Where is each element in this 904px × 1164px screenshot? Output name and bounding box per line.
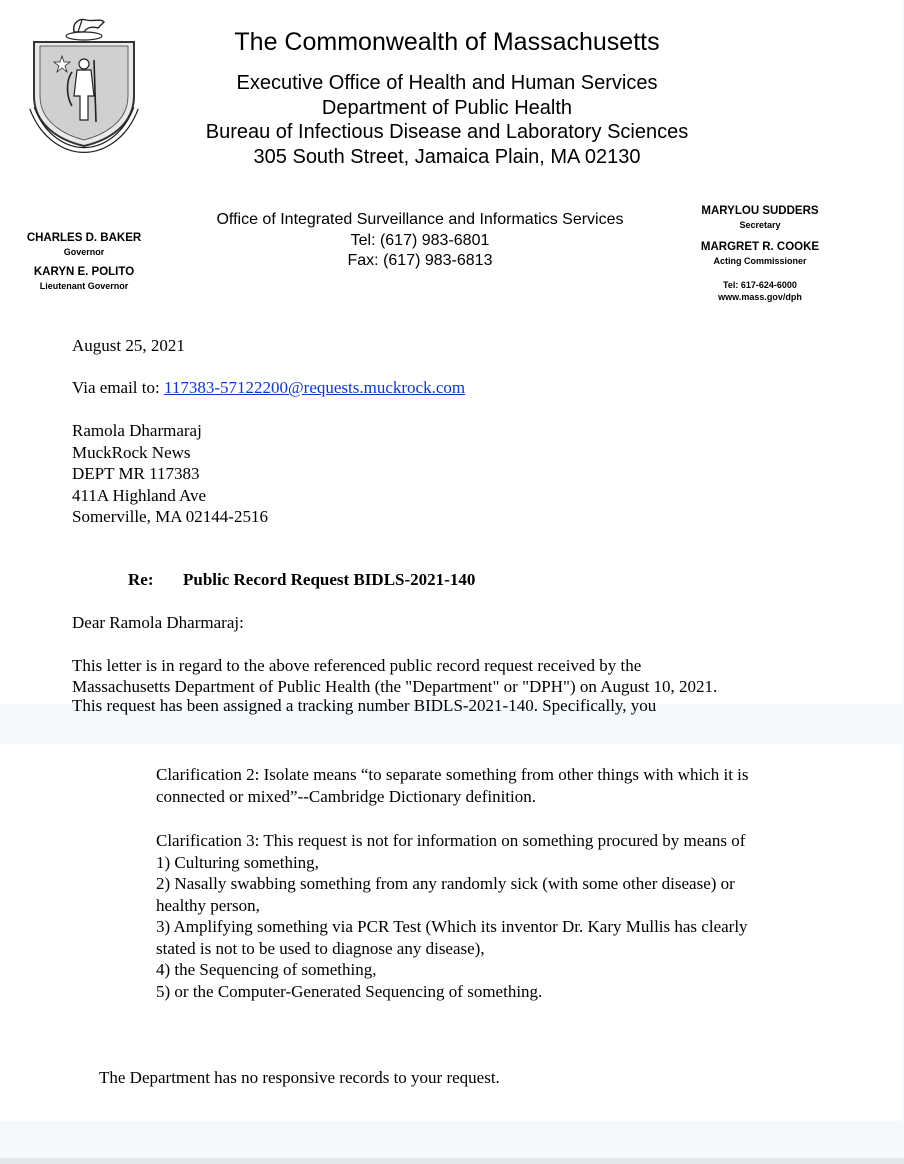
governor-name: CHARLES D. BAKER: [26, 232, 142, 244]
clarification-3-line: 3) Amplifying something via PCR Test (Which its inventor Dr. Kary Mullis has clearly: [156, 917, 748, 936]
recipient-email-link[interactable]: 117383-57122200@requests.muckrock.com: [163, 378, 466, 397]
dph-tel: Tel: 617-624-6000: [723, 280, 797, 290]
secretary-name: MARYLOU SUDDERS: [701, 205, 819, 217]
clarification-3-line: healthy person,: [156, 895, 260, 915]
clarification-3-line: 2) Nasally swabbing something from any randomly sick (with some other disease) or: [156, 874, 735, 893]
via-email-line: [72, 377, 465, 399]
clarification-2-line: connected or mixed”--Cambridge Dictionary definition.: [156, 786, 537, 806]
paragraph-line: Massachusetts Department of Public Health (the "Department" or "DPH") on August 10, 2021.: [72, 677, 718, 696]
commissioner-title: Acting Commissioner: [713, 256, 807, 266]
letter-page-2: [0, 744, 902, 1121]
salutation: Dear Ramola Dharmaraj:: [72, 613, 244, 632]
clarification-2-line: Clarification 2: Isolate means “to separate something from other things with which it is: [156, 765, 749, 784]
letter-date: August 25, 2021: [72, 336, 185, 355]
address-line: DEPT MR 117383: [72, 464, 200, 483]
address-line: Somerville, MA 02144-2516: [72, 507, 268, 526]
agency-line: Department of Public Health: [321, 97, 573, 119]
commissioner-name: MARGRET R. COOKE: [700, 241, 820, 253]
re-label: Re:: [128, 570, 154, 589]
commonwealth-title: The Commonwealth of Massachusetts: [234, 28, 660, 56]
dph-website: www.mass.gov/dph: [718, 292, 802, 302]
clarification-3-line: 1) Culturing something,: [156, 852, 319, 872]
re-tracking-number: BIDLS-2021-140: [349, 570, 476, 589]
address-line: 411A Highland Ave: [72, 485, 207, 505]
via-email-label: Via email to:: [72, 378, 164, 397]
lieutenant-governor-title: Lieutenant Governor: [39, 281, 129, 291]
office-tel: Tel: (617) 983-6801: [350, 232, 490, 249]
clarification-3-line: Clarification 3: This request is not for information on something procured by means of: [156, 831, 746, 850]
agency-line: Executive Office of Health and Human Services: [236, 72, 658, 94]
clarification-3-line: stated is not to be used to diagnose any disease),: [156, 938, 485, 958]
paragraph-line: This letter is in regard to the above referenced public record request received by the: [72, 656, 642, 675]
office-fax: Fax: (617) 983-6813: [347, 252, 493, 269]
secretary-title: Secretary: [739, 220, 781, 230]
massachusetts-seal-icon: [24, 16, 144, 152]
agency-line: Bureau of Infectious Disease and Laboratory Sciences: [205, 121, 689, 143]
office-name: Office of Integrated Surveillance and Informatics Services: [216, 211, 624, 228]
viewer-bottom-edge: [0, 1158, 904, 1164]
paragraph-line-cutoff: This request has been assigned a tracking number BIDLS-2021-140. Specifically, you: [72, 696, 657, 715]
clarification-3-line: 4) the Sequencing of something,: [156, 960, 377, 979]
clarification-3-line: 5) or the Computer-Generated Sequencing of something.: [156, 981, 543, 1001]
lieutenant-governor-name: KARYN E. POLITO: [33, 266, 135, 278]
agency-address: 305 South Street, Jamaica Plain, MA 02130: [253, 146, 641, 168]
address-line: Ramola Dharmaraj: [72, 421, 202, 440]
address-line: MuckRock News: [72, 442, 191, 462]
response-statement: The Department has no responsive records to your request.: [99, 1068, 500, 1087]
re-subject: Public Record Request: [183, 570, 350, 589]
governor-title: Governor: [63, 247, 105, 257]
re-subject-line: [183, 569, 475, 591]
